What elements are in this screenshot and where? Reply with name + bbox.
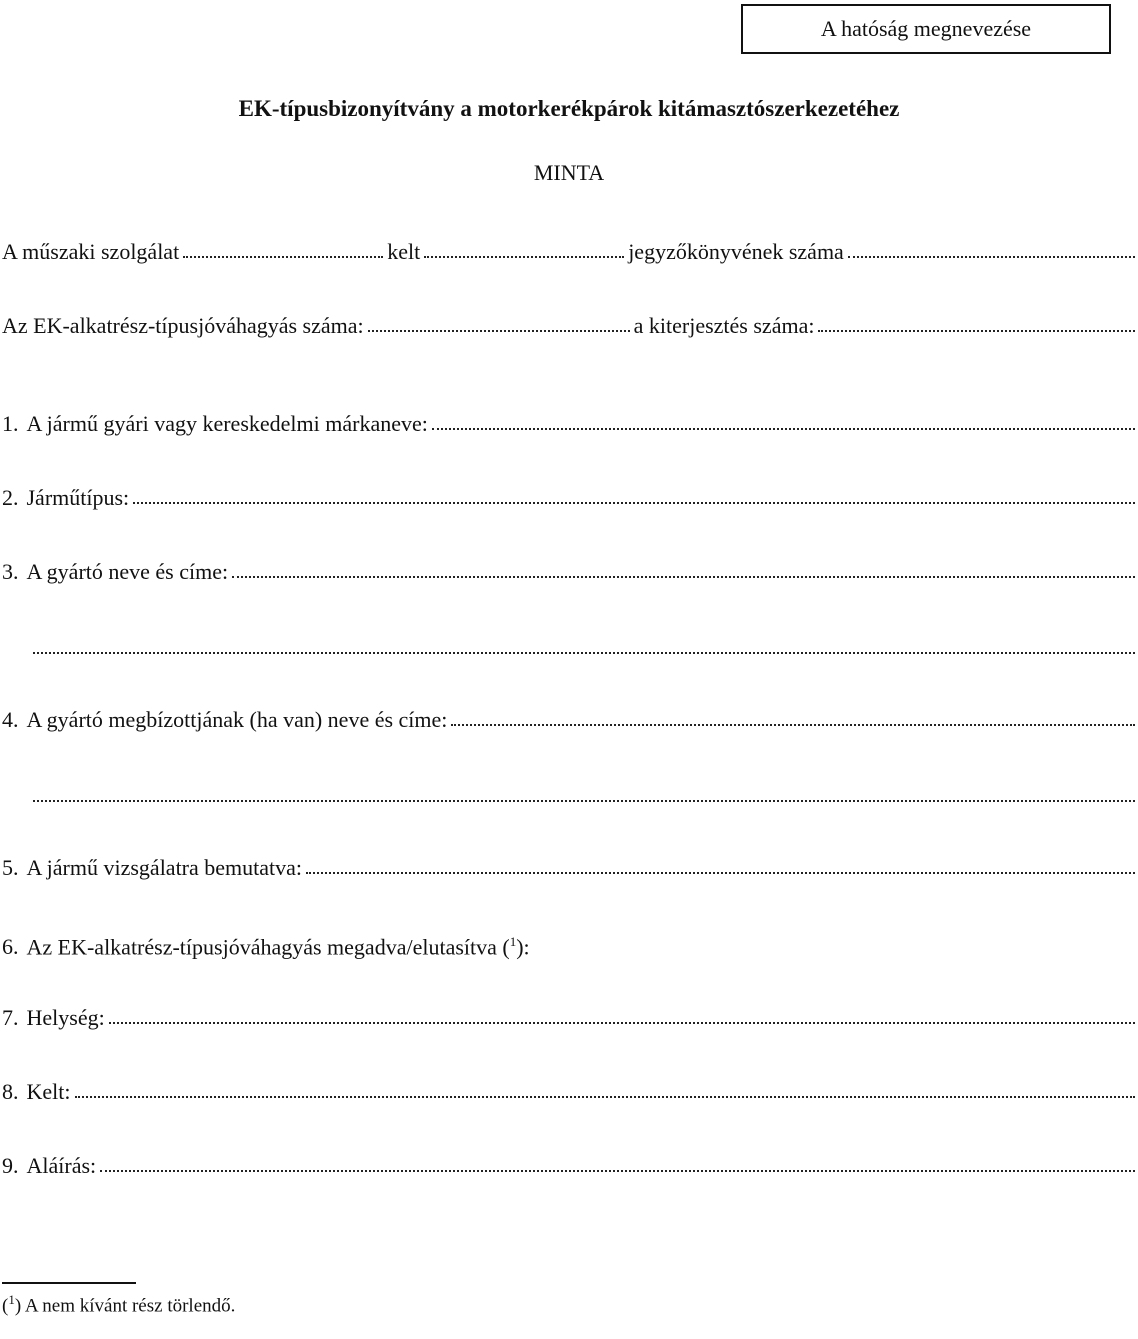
- form-item-6: [2, 928, 1135, 961]
- item-label: A jármű vizsgálatra bemutatva:: [26, 855, 303, 880]
- item-number: 3.: [2, 559, 19, 584]
- item-label-end: ):: [516, 934, 530, 960]
- footnote-divider: [2, 1282, 136, 1284]
- item-label: A jármű gyári vagy kereskedelmi márkaneve:: [26, 411, 428, 436]
- place-blank[interactable]: [109, 1020, 1135, 1024]
- form-item-4: [2, 706, 1135, 734]
- date-label: kelt: [387, 239, 421, 264]
- item-number: 2.: [2, 485, 19, 510]
- item-label: Kelt:: [26, 1079, 71, 1104]
- item-number: 5.: [2, 855, 19, 880]
- form-item-5: [2, 854, 1135, 882]
- document-subtitle: MINTA: [533, 160, 605, 185]
- item-number: 9.: [2, 1153, 19, 1178]
- document-title: EK-típusbizonyítvány a motorkerékpárok kitámasztószerkezetéhez: [238, 96, 900, 121]
- form-item-9: [2, 1152, 1135, 1180]
- report-number-label: jegyzőkönyvének száma: [628, 239, 844, 264]
- footnote: [2, 1292, 235, 1317]
- footnote-close: ): [14, 1295, 22, 1317]
- signature-blank[interactable]: [100, 1168, 1135, 1172]
- item-label: A gyártó megbízottjának (ha van) neve és címe:: [26, 707, 448, 732]
- footnote-reference: 1: [509, 934, 517, 949]
- manufacturer-address-blank[interactable]: [33, 650, 1135, 654]
- vehicle-type-blank[interactable]: [133, 500, 1135, 504]
- footnote-open: (: [2, 1295, 9, 1317]
- item-label: Járműtípus:: [26, 485, 130, 510]
- manufacturer-name-blank[interactable]: [232, 574, 1135, 578]
- technical-service-label: A műszaki szolgálat: [2, 239, 180, 264]
- header-line-approval-number: [2, 312, 1135, 340]
- authority-name-box: [741, 4, 1111, 54]
- item-number: 8.: [2, 1079, 19, 1104]
- report-number-blank[interactable]: [848, 254, 1135, 258]
- item-number: 6.: [2, 934, 19, 960]
- item-label: [27, 928, 530, 961]
- footnote-marker: 1: [8, 1292, 15, 1307]
- authority-name-label: A hatóság megnevezése: [820, 16, 1032, 41]
- item-label: Helység:: [26, 1005, 105, 1030]
- approval-number-label: Az EK-alkatrész-típusjóváhagyás száma:: [2, 313, 364, 338]
- item-label: Aláírás:: [26, 1153, 97, 1178]
- item-number: 7.: [2, 1005, 19, 1030]
- form-item-8: [2, 1078, 1135, 1106]
- extension-number-label: a kiterjesztés száma:: [633, 313, 815, 338]
- header-line-technical-service: [2, 238, 1135, 266]
- submitted-date-blank[interactable]: [306, 870, 1135, 874]
- form-item-1: [2, 410, 1135, 438]
- approval-number-blank[interactable]: [368, 328, 630, 332]
- item-label-text: Az EK-alkatrész-típusjóváhagyás megadva/elutasítva (: [26, 934, 510, 960]
- make-blank[interactable]: [432, 426, 1135, 430]
- item-number: 1.: [2, 411, 19, 436]
- extension-number-blank[interactable]: [818, 328, 1135, 332]
- representative-address-blank[interactable]: [33, 798, 1135, 802]
- form-item-2: [2, 484, 1135, 512]
- form-item-7: [2, 1004, 1135, 1032]
- item-label: A gyártó neve és címe:: [26, 559, 229, 584]
- footnote-text: A nem kívánt rész törlendő.: [24, 1295, 236, 1317]
- form-item-3: [2, 558, 1135, 586]
- date-signed-blank[interactable]: [75, 1094, 1136, 1098]
- technical-service-blank[interactable]: [183, 254, 383, 258]
- representative-name-blank[interactable]: [451, 722, 1135, 726]
- item-number: 4.: [2, 707, 19, 732]
- date-blank[interactable]: [424, 254, 624, 258]
